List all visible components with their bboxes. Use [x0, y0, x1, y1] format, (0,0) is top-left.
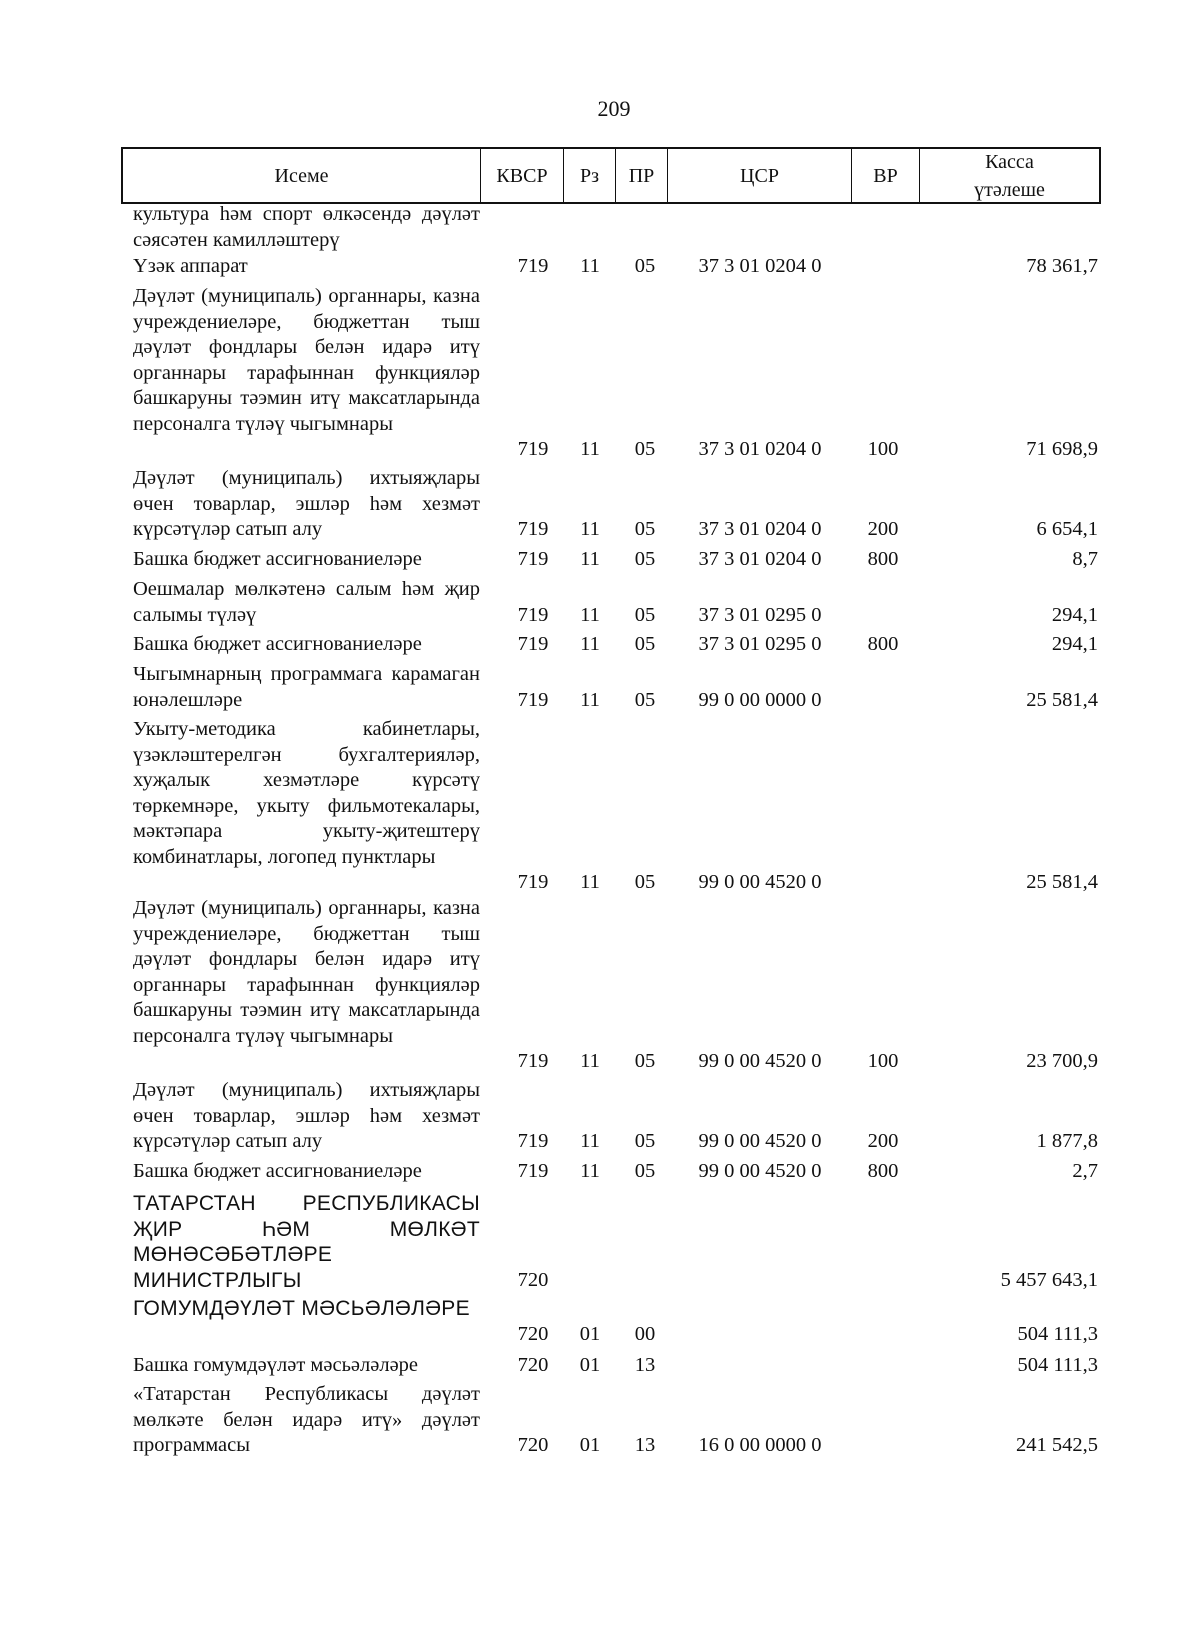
row-vr: 800 — [867, 1159, 899, 1182]
row-csr: 99 0 00 4520 0 — [698, 1159, 822, 1182]
row-name: Үзәк аппарат — [133, 255, 248, 277]
header-name: Исеме — [274, 164, 329, 187]
row-kvsr: 719 — [517, 688, 549, 711]
row-pr: 13 — [634, 1433, 656, 1456]
row-kvsr: 720 — [517, 1322, 549, 1345]
row-kvsr: 719 — [517, 437, 549, 460]
table-row — [0, 1382, 1200, 1458]
row-csr: 37 3 01 0295 0 — [698, 603, 822, 626]
row-sum: 294,1 — [1051, 603, 1098, 626]
row-sum: 6 654,1 — [1036, 517, 1098, 540]
row-vr: 800 — [867, 632, 899, 655]
header-rz: Рз — [563, 149, 615, 202]
row-rz: 11 — [580, 632, 600, 655]
table-row — [0, 662, 1200, 713]
row-sum: 25 581,4 — [1026, 688, 1098, 711]
row-kvsr: 719 — [517, 517, 549, 540]
row-sum: 23 700,9 — [1026, 1049, 1098, 1072]
row-name: Укыту-методика кабинетлары, үзәкләштерелгән бухгалтерияләр, хуҗалык хезмәтләре күрсәтү төркемнәре, укыту фильмотекалары, мәктәпара укыту-җитештерү комбинатлары, логопед пунктлары — [133, 718, 480, 868]
row-name: ТАТАРСТАН РЕСПУБЛИКАСЫ ҖИР ҺӘМ МӨЛКӘТ МӨНӘСӘБӘТЛӘРЕ МИНИСТРЛЫГЫ — [133, 1192, 480, 1292]
row-name: Дәүләт (муниципаль) ихтыяҗлары өчен товарлар, эшләр һәм хезмәт күрсәтүләр сатып алу — [133, 1079, 480, 1152]
row-pr: 13 — [634, 1353, 656, 1376]
row-pr: 05 — [634, 547, 656, 570]
row-sum: 504 111,3 — [1017, 1322, 1098, 1345]
row-sum: 8,7 — [1072, 547, 1098, 570]
row-vr: 200 — [867, 1129, 899, 1152]
row-vr: 100 — [867, 1049, 899, 1072]
row-csr: 37 3 01 0295 0 — [698, 632, 822, 655]
row-name: Дәүләт (муниципаль) органнары, казна учреждениеләре, бюджеттан тыш дәүләт фондлары белән идарә итү органнары тарафыннан функцияләр башкаруны тәэмин итү максатларында персоналга түләү чыгымнары — [133, 285, 480, 435]
row-pr: 05 — [634, 688, 656, 711]
row-sum: 2,7 — [1072, 1159, 1098, 1182]
row-kvsr: 719 — [517, 1159, 549, 1182]
row-rz: 11 — [580, 1049, 600, 1072]
row-sum: 241 542,5 — [1016, 1433, 1098, 1456]
table-row — [0, 466, 1200, 542]
row-csr: 99 0 00 4520 0 — [698, 1129, 822, 1152]
row-name: Чыгымнарның программага карамаган юнәлешләре — [133, 663, 480, 711]
row-sum: 25 581,4 — [1026, 870, 1098, 893]
header-pr: ПР — [615, 149, 667, 202]
row-rz: 11 — [580, 547, 600, 570]
row-pr: 00 — [634, 1322, 656, 1345]
header-sum-line1: Касса — [985, 150, 1034, 173]
row-pr: 05 — [634, 870, 656, 893]
row-kvsr: 719 — [517, 254, 549, 277]
row-csr: 37 3 01 0204 0 — [698, 547, 822, 570]
table-row — [0, 717, 1200, 895]
row-name: культура һәм спорт өлкәсендә дәүләт сәясәтен камилләштерү — [133, 203, 480, 251]
row-pr: 05 — [634, 254, 656, 277]
row-vr: 800 — [867, 547, 899, 570]
row-kvsr: 720 — [517, 1353, 549, 1376]
table-row — [0, 1296, 1200, 1347]
table-row — [0, 1078, 1200, 1154]
row-kvsr: 720 — [517, 1268, 549, 1291]
row-rz: 11 — [580, 254, 600, 277]
table-row — [0, 202, 1200, 253]
page-number: 209 — [597, 96, 631, 121]
row-rz: 11 — [580, 1159, 600, 1182]
table-row — [0, 254, 1200, 279]
row-csr: 99 0 00 4520 0 — [698, 870, 822, 893]
row-sum: 1 877,8 — [1036, 1129, 1098, 1152]
row-kvsr: 719 — [517, 1049, 549, 1072]
row-pr: 05 — [634, 1049, 656, 1072]
row-csr: 99 0 00 0000 0 — [698, 688, 822, 711]
table-row — [0, 1353, 1200, 1378]
header-vr: ВР — [851, 149, 919, 202]
table-row — [0, 547, 1200, 572]
row-pr: 05 — [634, 603, 656, 626]
row-rz: 01 — [579, 1353, 601, 1376]
row-pr: 05 — [634, 437, 656, 460]
row-csr: 37 3 01 0204 0 — [698, 437, 822, 460]
row-kvsr: 719 — [517, 632, 549, 655]
table-row — [0, 284, 1200, 462]
row-csr: 16 0 00 0000 0 — [698, 1433, 822, 1456]
row-rz: 11 — [580, 1129, 600, 1152]
row-pr: 05 — [634, 632, 656, 655]
header-kvsr: КВСР — [480, 149, 563, 202]
row-rz: 11 — [580, 517, 600, 540]
row-vr: 100 — [867, 437, 899, 460]
row-name: ГОМУМДӘҮЛӘТ МӘСЬӘЛӘЛӘРЕ — [133, 1297, 470, 1320]
row-name: Башка бюджет ассигнованиеләре — [133, 548, 422, 570]
row-rz: 01 — [579, 1322, 601, 1345]
row-kvsr: 720 — [517, 1433, 549, 1456]
row-name: «Татарстан Республикасы дәүләт мөлкәте белән идарә итү» дәүләт программасы — [133, 1383, 480, 1456]
row-sum: 5 457 643,1 — [1000, 1268, 1098, 1291]
row-name: Башка бюджет ассигнованиеләре — [133, 633, 422, 655]
row-rz: 11 — [580, 603, 600, 626]
row-pr: 05 — [634, 1129, 656, 1152]
table-row — [0, 632, 1200, 657]
row-sum: 294,1 — [1051, 632, 1098, 655]
row-kvsr: 719 — [517, 870, 549, 893]
table-row — [0, 1159, 1200, 1184]
row-csr: 37 3 01 0204 0 — [698, 517, 822, 540]
header-sum-line2: үтәлеше — [974, 178, 1045, 201]
table-row — [0, 577, 1200, 628]
row-kvsr: 719 — [517, 547, 549, 570]
row-csr: 99 0 00 4520 0 — [698, 1049, 822, 1072]
row-rz: 01 — [579, 1433, 601, 1456]
table-row — [0, 896, 1200, 1074]
row-sum: 78 361,7 — [1026, 254, 1098, 277]
row-pr: 05 — [634, 1159, 656, 1182]
row-rz: 11 — [580, 437, 600, 460]
row-kvsr: 719 — [517, 603, 549, 626]
row-name: Оешмалар мөлкәтенә салым һәм җир салымы түләү — [133, 578, 480, 626]
row-vr: 200 — [867, 517, 899, 540]
row-kvsr: 719 — [517, 1129, 549, 1152]
row-pr: 05 — [634, 517, 656, 540]
row-name: Башка гомумдәүләт мәсьәләләре — [133, 1354, 419, 1376]
table-row — [0, 1191, 1200, 1293]
row-sum: 71 698,9 — [1026, 437, 1098, 460]
row-name: Дәүләт (муниципаль) ихтыяҗлары өчен товарлар, эшләр һәм хезмәт күрсәтүләр сатып алу — [133, 467, 480, 540]
row-sum: 504 111,3 — [1017, 1353, 1098, 1376]
row-rz: 11 — [580, 870, 600, 893]
header-csr: ЦСР — [667, 149, 851, 202]
row-name: Башка бюджет ассигнованиеләре — [133, 1160, 422, 1182]
row-csr: 37 3 01 0204 0 — [698, 254, 822, 277]
row-name: Дәүләт (муниципаль) органнары, казна учреждениеләре, бюджеттан тыш дәүләт фондлары белән идарә итү органнары тарафыннан функцияләр башкаруны тәэмин итү максатларында персоналга түләү чыгымнары — [133, 897, 480, 1047]
row-rz: 11 — [580, 688, 600, 711]
